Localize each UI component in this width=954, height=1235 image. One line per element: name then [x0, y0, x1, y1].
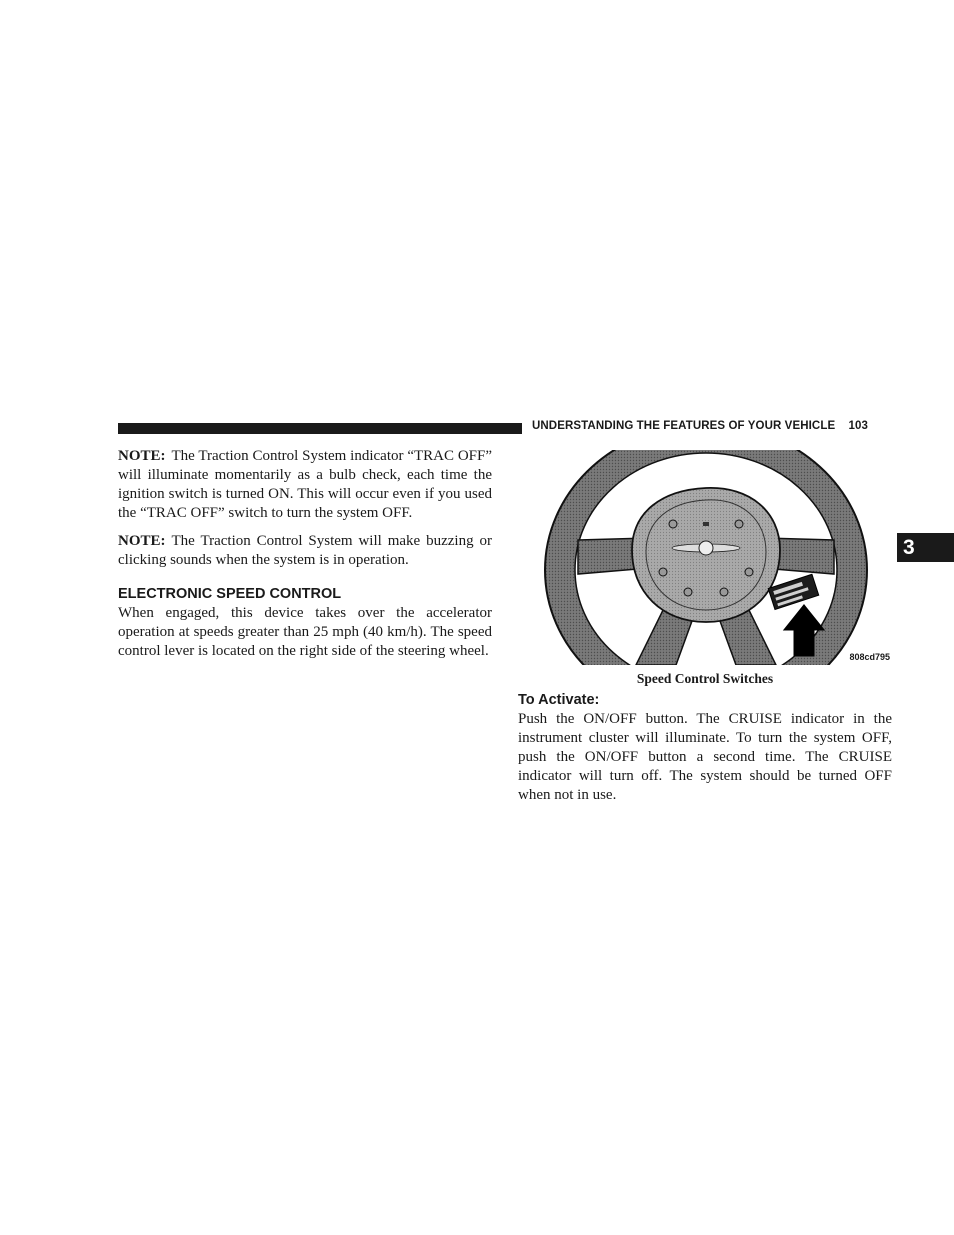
activate-paragraph: Push the ON/OFF button. The CRUISE indicator in the instrument cluster will illuminate. To turn the system OFF, push the ON/OFF button a second time. The CRUISE indicator will turn off. The system should be turned OFF when not in use. [518, 711, 892, 803]
header-rule [118, 423, 522, 434]
section-paragraph: When engaged, this device takes over the accelerator operation at speeds greater than 25 mph (40 km/h). The speed control lever is located on the right side of the steering wheel. [118, 605, 492, 659]
left-column [118, 447, 492, 661]
note-label: NOTE: [118, 448, 166, 464]
figure-caption: Speed Control Switches [636, 671, 774, 686]
steering-wheel-illustration [518, 450, 892, 665]
page-number: 103 [848, 420, 869, 432]
note-paragraph-2 [118, 532, 492, 570]
right-column [518, 450, 892, 805]
subsection-heading: To Activate: [518, 692, 600, 708]
header-section-title: UNDERSTANDING THE FEATURES OF YOUR VEHICLE [532, 420, 836, 432]
running-header [532, 420, 892, 432]
figure-code: 808cd795 [849, 652, 890, 662]
steering-wheel-figure [518, 450, 892, 665]
section-heading: ELECTRONIC SPEED CONTROL [118, 586, 342, 602]
note-label: NOTE: [118, 533, 166, 549]
chapter-tab: 3 [897, 533, 954, 562]
note-text: The Traction Control System will make buzzing or clicking sounds when the system is in operation. [118, 533, 492, 568]
note-text: The Traction Control System indicator “TRAC OFF” will illuminate momentarily as a bulb check, each time the ignition switch is turned ON. This will occur even if you used the “TRAC OFF” switch to turn the system OFF. [118, 448, 492, 521]
note-paragraph-1 [118, 447, 492, 523]
